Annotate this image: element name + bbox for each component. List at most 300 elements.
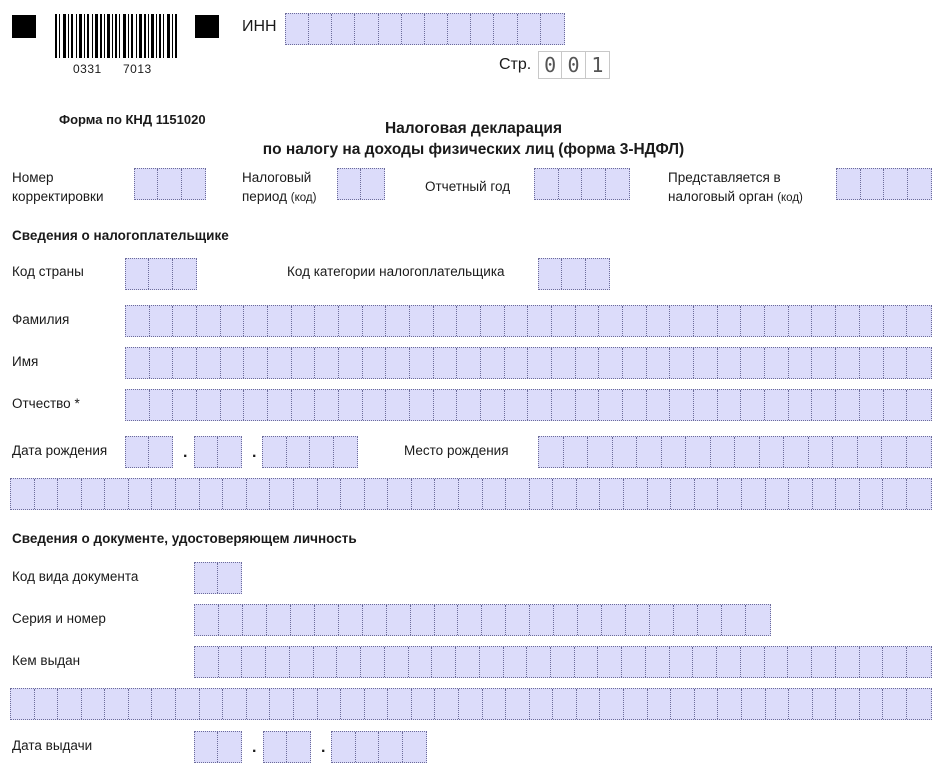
- input-cell[interactable]: [606, 169, 630, 199]
- input-cell[interactable]: [670, 647, 694, 677]
- input-cell[interactable]: [243, 605, 267, 635]
- input-cell[interactable]: [457, 390, 481, 420]
- input-cell[interactable]: [578, 605, 602, 635]
- input-cell[interactable]: [907, 306, 931, 336]
- input-cell[interactable]: [718, 306, 742, 336]
- input-cell[interactable]: [105, 689, 129, 719]
- input-cell[interactable]: [812, 647, 836, 677]
- input-cell[interactable]: [173, 259, 196, 289]
- input-cell[interactable]: [195, 563, 218, 593]
- input-cell[interactable]: [318, 689, 342, 719]
- input-cell[interactable]: [332, 14, 355, 44]
- input-cell[interactable]: [58, 689, 82, 719]
- input-cell[interactable]: [907, 647, 931, 677]
- input-cell[interactable]: [528, 306, 552, 336]
- input-cell[interactable]: [361, 169, 384, 199]
- input-cell[interactable]: [459, 479, 483, 509]
- input-cell[interactable]: [718, 479, 742, 509]
- input-cell[interactable]: [670, 390, 694, 420]
- input-cell[interactable]: [837, 169, 861, 199]
- input-cell[interactable]: [836, 647, 860, 677]
- input-cell[interactable]: [457, 348, 481, 378]
- input-cell[interactable]: [434, 348, 458, 378]
- input-cell[interactable]: [789, 479, 813, 509]
- input-cell[interactable]: [268, 306, 292, 336]
- input-cell[interactable]: [195, 437, 218, 467]
- input-cell[interactable]: [388, 689, 412, 719]
- input-cell[interactable]: [247, 689, 271, 719]
- input-cell[interactable]: [505, 306, 529, 336]
- input-cell[interactable]: [244, 390, 268, 420]
- input-cell[interactable]: [337, 647, 361, 677]
- input-cell[interactable]: [742, 689, 766, 719]
- input-cell[interactable]: [812, 390, 836, 420]
- input-cell[interactable]: [158, 169, 181, 199]
- input-cell[interactable]: [386, 348, 410, 378]
- input-cell[interactable]: [576, 306, 600, 336]
- input-cell[interactable]: [11, 479, 35, 509]
- input-cell[interactable]: [459, 689, 483, 719]
- input-cell[interactable]: [766, 479, 790, 509]
- input-cell[interactable]: [355, 14, 378, 44]
- input-cell[interactable]: [883, 647, 907, 677]
- input-cell[interactable]: [482, 605, 506, 635]
- input-cell[interactable]: [576, 390, 600, 420]
- input-cell[interactable]: [562, 259, 585, 289]
- input-cell[interactable]: [339, 348, 363, 378]
- input-cell[interactable]: [11, 689, 35, 719]
- input-cell[interactable]: [386, 390, 410, 420]
- input-cell[interactable]: [784, 437, 809, 467]
- input-cell[interactable]: [788, 647, 812, 677]
- input-cell[interactable]: [411, 605, 435, 635]
- input-cell[interactable]: [267, 605, 291, 635]
- input-cell[interactable]: [361, 647, 385, 677]
- input-cell[interactable]: [332, 732, 356, 762]
- tax-period-field[interactable]: [337, 168, 385, 200]
- input-cell[interactable]: [718, 348, 742, 378]
- input-cell[interactable]: [741, 390, 765, 420]
- input-cell[interactable]: [647, 306, 671, 336]
- input-cell[interactable]: [365, 479, 389, 509]
- input-cell[interactable]: [287, 437, 311, 467]
- input-cell[interactable]: [387, 605, 411, 635]
- input-cell[interactable]: [506, 689, 530, 719]
- input-cell[interactable]: [528, 348, 552, 378]
- input-cell[interactable]: [292, 390, 316, 420]
- input-cell[interactable]: [412, 689, 436, 719]
- input-cell[interactable]: [126, 306, 150, 336]
- input-cell[interactable]: [219, 605, 243, 635]
- input-cell[interactable]: [860, 647, 884, 677]
- input-cell[interactable]: [263, 437, 287, 467]
- input-cell[interactable]: [600, 479, 624, 509]
- input-cell[interactable]: [694, 390, 718, 420]
- input-cell[interactable]: [315, 390, 339, 420]
- tax-authority-field[interactable]: [836, 168, 932, 200]
- input-cell[interactable]: [765, 390, 789, 420]
- input-cell[interactable]: [674, 605, 698, 635]
- input-cell[interactable]: [564, 437, 589, 467]
- input-cell[interactable]: [686, 437, 711, 467]
- input-cell[interactable]: [535, 169, 559, 199]
- input-cell[interactable]: [554, 605, 578, 635]
- input-cell[interactable]: [339, 390, 363, 420]
- input-cell[interactable]: [435, 479, 459, 509]
- input-cell[interactable]: [221, 348, 245, 378]
- input-cell[interactable]: [741, 348, 765, 378]
- input-cell[interactable]: [670, 348, 694, 378]
- input-cell[interactable]: [173, 306, 197, 336]
- input-cell[interactable]: [494, 14, 517, 44]
- input-cell[interactable]: [129, 479, 153, 509]
- input-cell[interactable]: [126, 348, 150, 378]
- input-cell[interactable]: [552, 348, 576, 378]
- input-cell[interactable]: [35, 479, 59, 509]
- input-cell[interactable]: [599, 348, 623, 378]
- input-cell[interactable]: [551, 647, 575, 677]
- issued-by-field[interactable]: [194, 646, 932, 678]
- input-cell[interactable]: [836, 689, 860, 719]
- report-year-field[interactable]: [534, 168, 630, 200]
- input-cell[interactable]: [152, 689, 176, 719]
- input-cell[interactable]: [695, 689, 719, 719]
- input-cell[interactable]: [860, 306, 884, 336]
- input-cell[interactable]: [481, 348, 505, 378]
- input-cell[interactable]: [150, 390, 174, 420]
- input-cell[interactable]: [363, 605, 387, 635]
- input-cell[interactable]: [35, 689, 59, 719]
- input-cell[interactable]: [435, 689, 459, 719]
- input-cell[interactable]: [812, 306, 836, 336]
- input-cell[interactable]: [82, 479, 106, 509]
- input-cell[interactable]: [623, 348, 647, 378]
- input-cell[interactable]: [623, 306, 647, 336]
- birth-place-field-line2[interactable]: [10, 478, 932, 510]
- input-cell[interactable]: [315, 605, 339, 635]
- input-cell[interactable]: [334, 437, 358, 467]
- input-cell[interactable]: [577, 689, 601, 719]
- taxpayer-category-field[interactable]: [538, 258, 610, 290]
- input-cell[interactable]: [907, 437, 932, 467]
- input-cell[interactable]: [735, 437, 760, 467]
- input-cell[interactable]: [412, 479, 436, 509]
- input-cell[interactable]: [833, 437, 858, 467]
- input-cell[interactable]: [410, 306, 434, 336]
- input-cell[interactable]: [176, 479, 200, 509]
- input-cell[interactable]: [860, 689, 884, 719]
- input-cell[interactable]: [290, 647, 314, 677]
- input-cell[interactable]: [318, 479, 342, 509]
- input-cell[interactable]: [648, 479, 672, 509]
- input-cell[interactable]: [530, 689, 554, 719]
- input-cell[interactable]: [314, 647, 338, 677]
- input-cell[interactable]: [448, 14, 471, 44]
- input-cell[interactable]: [82, 689, 106, 719]
- birth-month-field[interactable]: [194, 436, 242, 468]
- input-cell[interactable]: [294, 479, 318, 509]
- input-cell[interactable]: [576, 348, 600, 378]
- input-cell[interactable]: [907, 348, 931, 378]
- inn-field[interactable]: [285, 13, 565, 45]
- input-cell[interactable]: [650, 605, 674, 635]
- input-cell[interactable]: [457, 306, 481, 336]
- input-cell[interactable]: [363, 390, 387, 420]
- input-cell[interactable]: [693, 647, 717, 677]
- birth-place-field[interactable]: [538, 436, 932, 468]
- issue-month-field[interactable]: [263, 731, 311, 763]
- input-cell[interactable]: [858, 437, 883, 467]
- input-cell[interactable]: [270, 689, 294, 719]
- input-cell[interactable]: [385, 647, 409, 677]
- input-cell[interactable]: [223, 479, 247, 509]
- input-cell[interactable]: [200, 689, 224, 719]
- input-cell[interactable]: [150, 306, 174, 336]
- input-cell[interactable]: [861, 169, 885, 199]
- input-cell[interactable]: [530, 605, 554, 635]
- input-cell[interactable]: [268, 390, 292, 420]
- input-cell[interactable]: [409, 647, 433, 677]
- input-cell[interactable]: [244, 306, 268, 336]
- input-cell[interactable]: [694, 306, 718, 336]
- input-cell[interactable]: [403, 732, 427, 762]
- input-cell[interactable]: [341, 689, 365, 719]
- input-cell[interactable]: [247, 479, 271, 509]
- input-cell[interactable]: [458, 605, 482, 635]
- input-cell[interactable]: [506, 479, 530, 509]
- input-cell[interactable]: [809, 437, 834, 467]
- input-cell[interactable]: [613, 437, 638, 467]
- input-cell[interactable]: [559, 169, 583, 199]
- input-cell[interactable]: [765, 306, 789, 336]
- input-cell[interactable]: [200, 479, 224, 509]
- input-cell[interactable]: [698, 605, 722, 635]
- input-cell[interactable]: [598, 647, 622, 677]
- input-cell[interactable]: [58, 479, 82, 509]
- input-cell[interactable]: [483, 479, 507, 509]
- input-cell[interactable]: [907, 479, 931, 509]
- birth-day-field[interactable]: [125, 436, 173, 468]
- input-cell[interactable]: [671, 689, 695, 719]
- input-cell[interactable]: [552, 390, 576, 420]
- input-cell[interactable]: [530, 479, 554, 509]
- input-cell[interactable]: [218, 732, 241, 762]
- input-cell[interactable]: [582, 169, 606, 199]
- input-cell[interactable]: [860, 479, 884, 509]
- input-cell[interactable]: [539, 259, 562, 289]
- input-cell[interactable]: [742, 479, 766, 509]
- input-cell[interactable]: [812, 348, 836, 378]
- input-cell[interactable]: [135, 169, 158, 199]
- input-cell[interactable]: [694, 348, 718, 378]
- input-cell[interactable]: [541, 14, 564, 44]
- input-cell[interactable]: [268, 348, 292, 378]
- input-cell[interactable]: [718, 390, 742, 420]
- input-cell[interactable]: [150, 348, 174, 378]
- input-cell[interactable]: [197, 390, 221, 420]
- input-cell[interactable]: [365, 689, 389, 719]
- input-cell[interactable]: [379, 14, 402, 44]
- input-cell[interactable]: [765, 348, 789, 378]
- input-cell[interactable]: [481, 390, 505, 420]
- input-cell[interactable]: [291, 605, 315, 635]
- input-cell[interactable]: [292, 348, 316, 378]
- input-cell[interactable]: [339, 306, 363, 336]
- input-cell[interactable]: [553, 479, 577, 509]
- input-cell[interactable]: [432, 647, 456, 677]
- input-cell[interactable]: [309, 14, 332, 44]
- input-cell[interactable]: [711, 437, 736, 467]
- input-cell[interactable]: [647, 390, 671, 420]
- input-cell[interactable]: [586, 259, 609, 289]
- input-cell[interactable]: [722, 605, 746, 635]
- input-cell[interactable]: [518, 14, 541, 44]
- input-cell[interactable]: [883, 479, 907, 509]
- input-cell[interactable]: [195, 647, 219, 677]
- input-cell[interactable]: [648, 689, 672, 719]
- input-cell[interactable]: [339, 605, 363, 635]
- input-cell[interactable]: [310, 437, 334, 467]
- series-number-field[interactable]: [194, 604, 771, 636]
- input-cell[interactable]: [670, 306, 694, 336]
- input-cell[interactable]: [836, 348, 860, 378]
- input-cell[interactable]: [789, 306, 813, 336]
- input-cell[interactable]: [197, 348, 221, 378]
- input-cell[interactable]: [195, 605, 219, 635]
- input-cell[interactable]: [425, 14, 448, 44]
- input-cell[interactable]: [789, 390, 813, 420]
- input-cell[interactable]: [836, 306, 860, 336]
- input-cell[interactable]: [766, 689, 790, 719]
- input-cell[interactable]: [434, 306, 458, 336]
- input-cell[interactable]: [176, 689, 200, 719]
- input-cell[interactable]: [363, 348, 387, 378]
- input-cell[interactable]: [386, 306, 410, 336]
- input-cell[interactable]: [552, 306, 576, 336]
- input-cell[interactable]: [173, 348, 197, 378]
- input-cell[interactable]: [527, 647, 551, 677]
- input-cell[interactable]: [765, 647, 789, 677]
- input-cell[interactable]: [129, 689, 153, 719]
- input-cell[interactable]: [221, 306, 245, 336]
- input-cell[interactable]: [506, 605, 530, 635]
- input-cell[interactable]: [884, 348, 908, 378]
- input-cell[interactable]: [292, 306, 316, 336]
- input-cell[interactable]: [379, 732, 403, 762]
- issue-day-field[interactable]: [194, 731, 242, 763]
- input-cell[interactable]: [907, 390, 931, 420]
- input-cell[interactable]: [218, 437, 241, 467]
- input-cell[interactable]: [270, 479, 294, 509]
- input-cell[interactable]: [646, 647, 670, 677]
- input-cell[interactable]: [287, 732, 310, 762]
- surname-field[interactable]: [125, 305, 932, 337]
- issued-by-field-line2[interactable]: [10, 688, 932, 720]
- input-cell[interactable]: [908, 169, 932, 199]
- input-cell[interactable]: [219, 647, 243, 677]
- input-cell[interactable]: [197, 306, 221, 336]
- input-cell[interactable]: [907, 689, 931, 719]
- input-cell[interactable]: [105, 479, 129, 509]
- input-cell[interactable]: [741, 647, 765, 677]
- input-cell[interactable]: [126, 437, 149, 467]
- input-cell[interactable]: [483, 689, 507, 719]
- input-cell[interactable]: [718, 689, 742, 719]
- input-cell[interactable]: [741, 306, 765, 336]
- input-cell[interactable]: [575, 647, 599, 677]
- input-cell[interactable]: [622, 647, 646, 677]
- input-cell[interactable]: [356, 732, 380, 762]
- input-cell[interactable]: [341, 479, 365, 509]
- input-cell[interactable]: [602, 605, 626, 635]
- input-cell[interactable]: [884, 390, 908, 420]
- input-cell[interactable]: [456, 647, 480, 677]
- input-cell[interactable]: [481, 306, 505, 336]
- input-cell[interactable]: [553, 689, 577, 719]
- input-cell[interactable]: [789, 689, 813, 719]
- input-cell[interactable]: [884, 169, 908, 199]
- input-cell[interactable]: [577, 479, 601, 509]
- input-cell[interactable]: [623, 390, 647, 420]
- input-cell[interactable]: [600, 689, 624, 719]
- input-cell[interactable]: [338, 169, 361, 199]
- correction-number-field[interactable]: [134, 168, 206, 200]
- input-cell[interactable]: [836, 390, 860, 420]
- input-cell[interactable]: [363, 306, 387, 336]
- input-cell[interactable]: [883, 689, 907, 719]
- input-cell[interactable]: [599, 390, 623, 420]
- input-cell[interactable]: [860, 348, 884, 378]
- country-code-field[interactable]: [125, 258, 197, 290]
- input-cell[interactable]: [746, 605, 770, 635]
- patronymic-field[interactable]: [125, 389, 932, 421]
- input-cell[interactable]: [637, 437, 662, 467]
- input-cell[interactable]: [505, 348, 529, 378]
- input-cell[interactable]: [294, 689, 318, 719]
- input-cell[interactable]: [223, 689, 247, 719]
- input-cell[interactable]: [884, 306, 908, 336]
- input-cell[interactable]: [882, 437, 907, 467]
- input-cell[interactable]: [588, 437, 613, 467]
- issue-year-field[interactable]: [331, 731, 427, 763]
- input-cell[interactable]: [480, 647, 504, 677]
- input-cell[interactable]: [402, 14, 425, 44]
- input-cell[interactable]: [388, 479, 412, 509]
- input-cell[interactable]: [505, 390, 529, 420]
- input-cell[interactable]: [195, 732, 218, 762]
- input-cell[interactable]: [671, 479, 695, 509]
- input-cell[interactable]: [182, 169, 205, 199]
- input-cell[interactable]: [662, 437, 687, 467]
- input-cell[interactable]: [647, 348, 671, 378]
- input-cell[interactable]: [266, 647, 290, 677]
- input-cell[interactable]: [221, 390, 245, 420]
- input-cell[interactable]: [528, 390, 552, 420]
- input-cell[interactable]: [315, 348, 339, 378]
- input-cell[interactable]: [717, 647, 741, 677]
- input-cell[interactable]: [264, 732, 287, 762]
- input-cell[interactable]: [126, 259, 149, 289]
- input-cell[interactable]: [599, 306, 623, 336]
- input-cell[interactable]: [173, 390, 197, 420]
- input-cell[interactable]: [860, 390, 884, 420]
- input-cell[interactable]: [410, 348, 434, 378]
- input-cell[interactable]: [242, 647, 266, 677]
- input-cell[interactable]: [315, 306, 339, 336]
- input-cell[interactable]: [624, 479, 648, 509]
- input-cell[interactable]: [624, 689, 648, 719]
- input-cell[interactable]: [218, 563, 241, 593]
